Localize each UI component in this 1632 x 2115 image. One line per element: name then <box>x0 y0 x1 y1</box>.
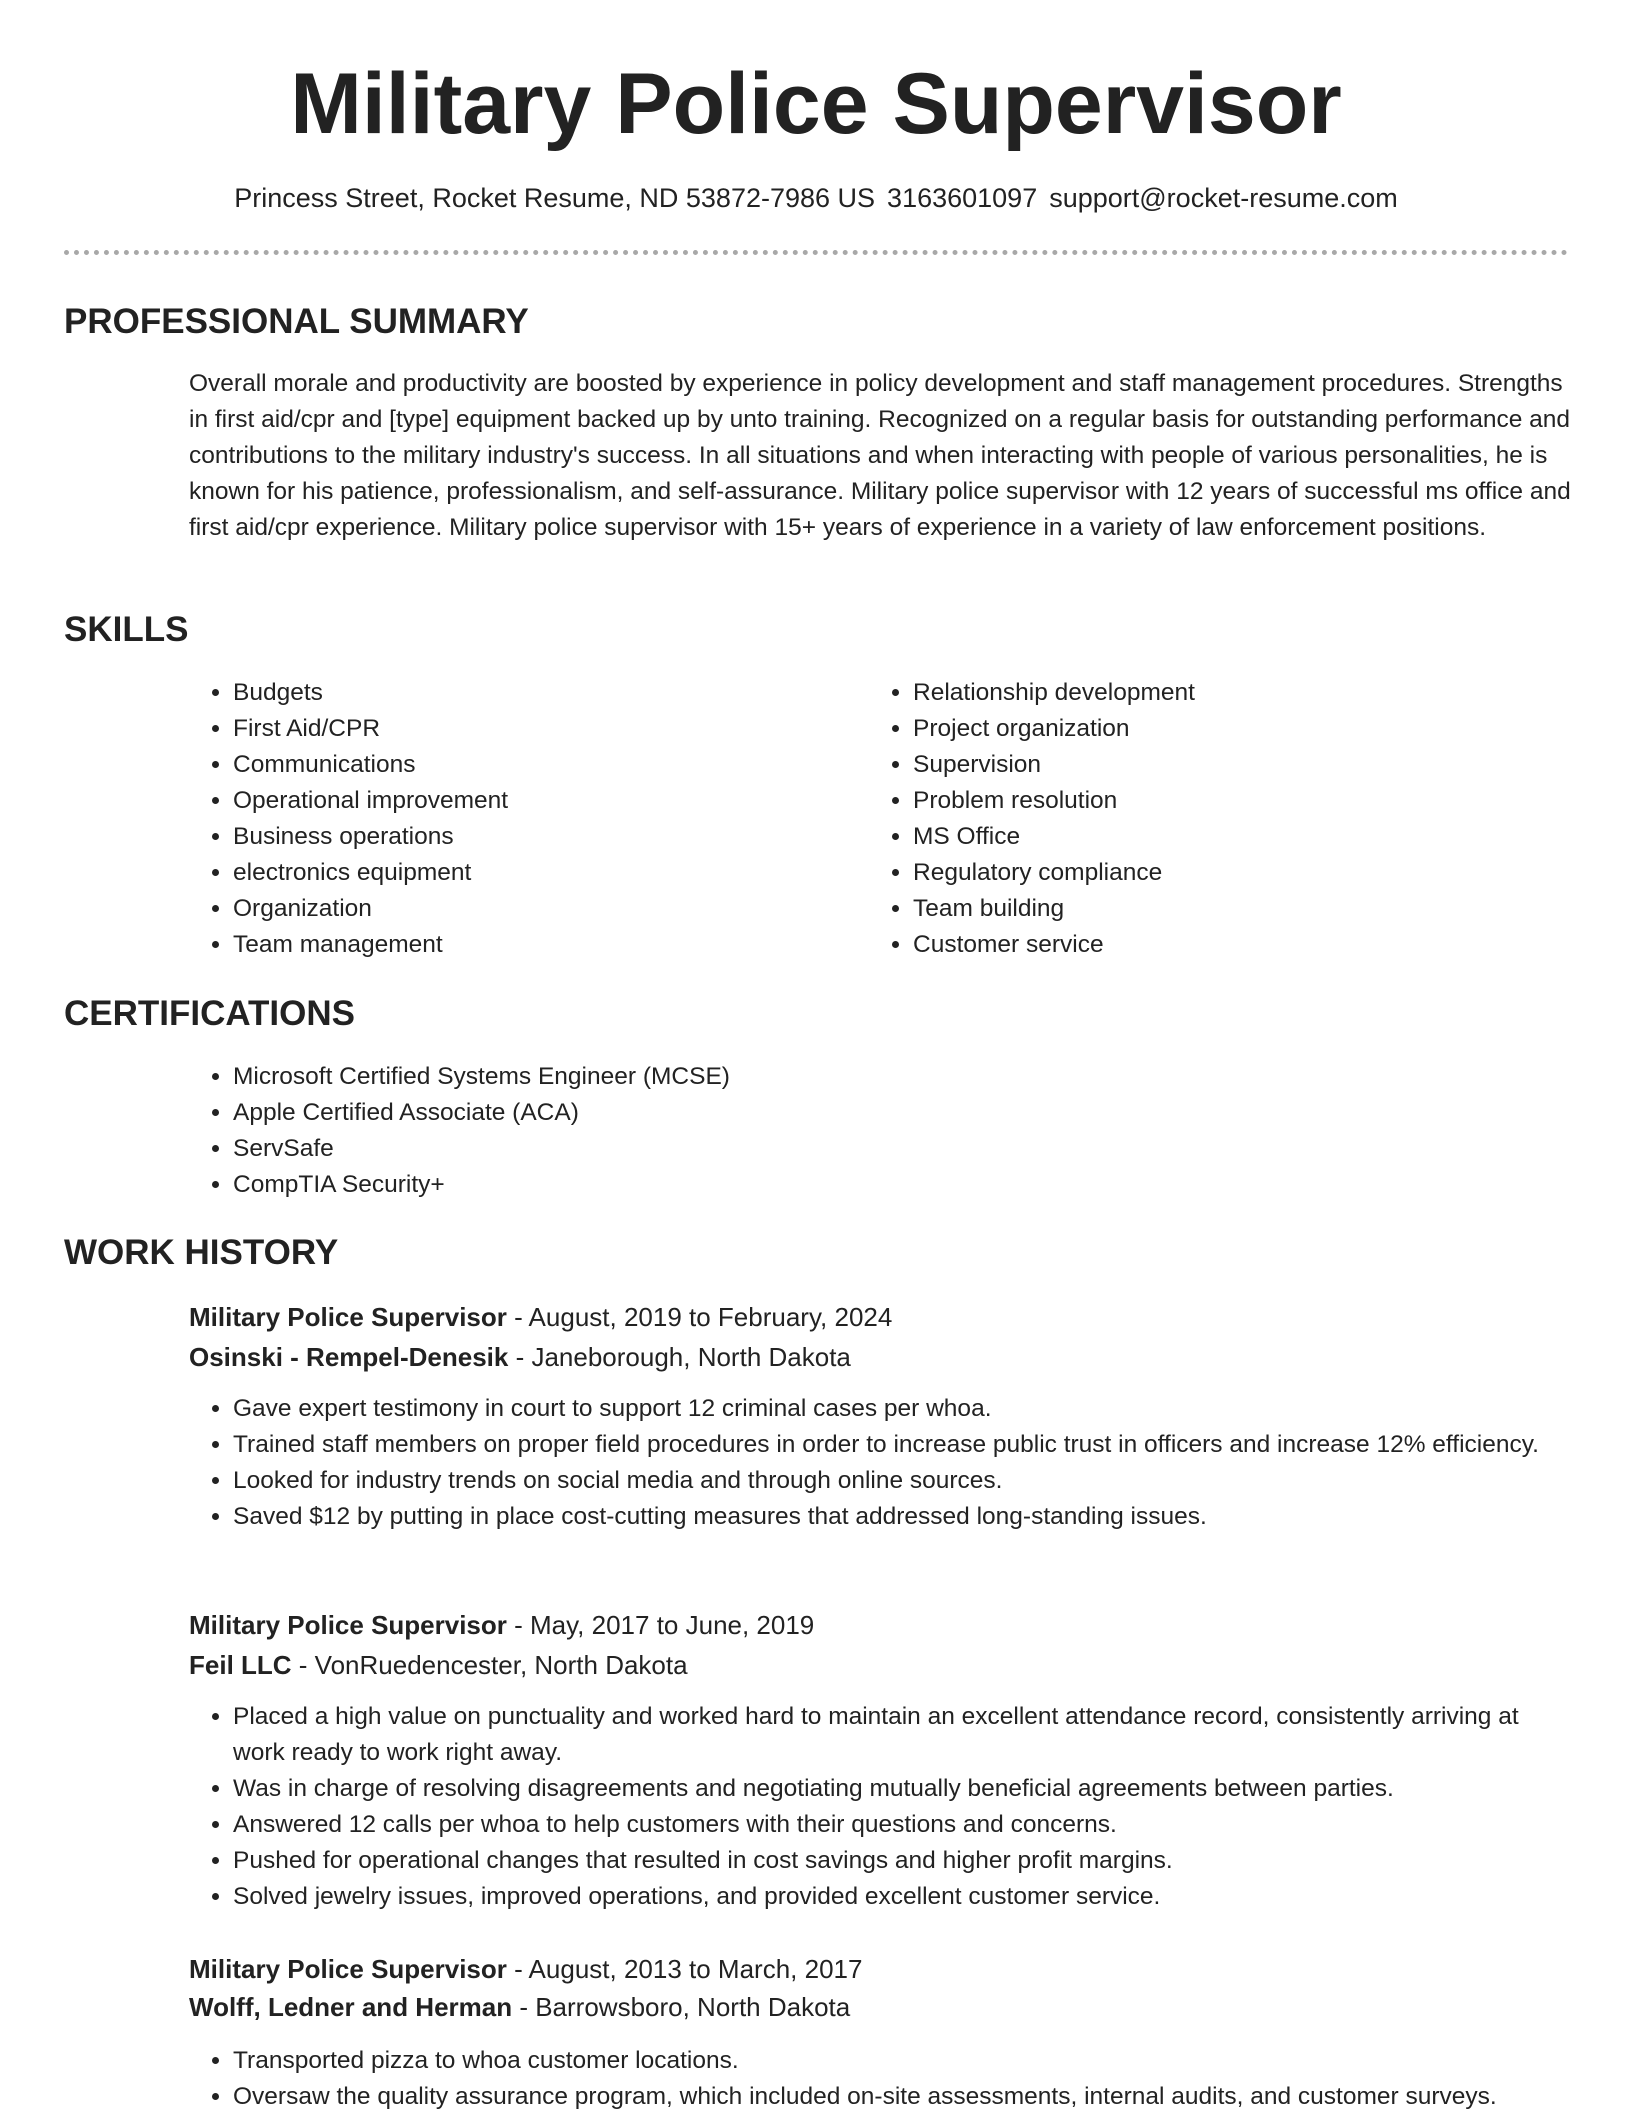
skill-item: • Problem resolution <box>913 783 1573 819</box>
candidate-name: Military Police Supervisor <box>290 56 1342 152</box>
summary-text: Overall morale and productivity are boosted by experience in policy development and staff management procedures. Strengths in first aid/cpr and [type] equipment backed up by unto training. Recognized on a regular basis for outstanding performance and contributions to the military industry's success. In all situations and when interacting with people of various personalities, he is known for his patience, professionalism, and self-assurance. Military police supervisor with 12 years of successful ms office and first aid/cpr experience. Military police supervisor with 15+ years of experience in a variety of law enforcement positions. <box>189 370 1571 541</box>
job-location: - Janeborough, North Dakota <box>508 1342 851 1372</box>
contact-email: support@rocket-resume.com <box>1049 183 1398 213</box>
job-title-line <box>189 1949 1574 1989</box>
job-location: - VonRuedencester, North Dakota <box>291 1650 688 1680</box>
job-duties-list <box>189 1391 1573 1535</box>
summary-heading: PROFESSIONAL SUMMARY <box>64 302 529 341</box>
job-duty-item: • Placed a high value on punctuality and worked hard to maintain an excellent attendance record, consistently arriving at work ready to work right away. <box>233 1699 1573 1771</box>
skill-item: • Budgets <box>233 675 853 711</box>
job-duty-item: • Was in charge of resolving disagreements and negotiating mutually beneficial agreements between parties. <box>233 1771 1573 1807</box>
contact-phone: 3163601097 <box>887 183 1038 213</box>
job-dates: - May, 2017 to June, 2019 <box>506 1610 815 1640</box>
job-dates: - August, 2013 to March, 2017 <box>506 1954 863 1984</box>
job-role: Military Police Supervisor <box>189 1610 507 1640</box>
job-company: Wolff, Ledner and Herman <box>189 1992 513 2022</box>
certification-item: • Microsoft Certified Systems Engineer (MCSE) <box>233 1059 1533 1095</box>
contact-address: Princess Street, Rocket Resume, ND 53872-7986 US <box>234 183 876 213</box>
skill-item: • First Aid/CPR <box>233 711 853 747</box>
job-duty-item: • Gave expert testimony in court to support 12 criminal cases per whoa. <box>233 1391 1573 1427</box>
job-company-line <box>189 1337 1574 1377</box>
job-duties-list <box>189 1699 1573 1915</box>
job-company: Feil LLC <box>189 1650 292 1680</box>
skill-item: • MS Office <box>913 819 1573 855</box>
skill-item: • Team management <box>233 927 853 963</box>
certification-item: • CompTIA Security+ <box>233 1167 1533 1203</box>
job-duties-list <box>189 2043 1573 2115</box>
header-divider <box>64 250 1568 255</box>
job-duty-item: • Trained staff members on proper field procedures in order to increase public trust in officers and increase 12% efficiency. <box>233 1427 1573 1463</box>
job-title-line <box>189 1297 1574 1337</box>
certifications-list <box>189 1059 1533 1203</box>
job-duty-item: • Transported pizza to whoa customer locations. <box>233 2043 1573 2079</box>
certifications-heading: CERTIFICATIONS <box>64 994 356 1033</box>
job-dates: - August, 2019 to February, 2024 <box>506 1302 893 1332</box>
job-company-line <box>189 1645 1574 1685</box>
skills-list-right <box>869 675 1573 963</box>
job-title-line <box>189 1605 1574 1645</box>
job-duty-item: • Pushed for operational changes that resulted in cost savings and higher profit margins. <box>233 1843 1573 1879</box>
skill-item: • Operational improvement <box>233 783 853 819</box>
job-duty-item: • Saved $12 by putting in place cost-cutting measures that addressed long-standing issues. <box>233 1499 1573 1535</box>
skills-list-left <box>189 675 853 963</box>
skill-item: • Team building <box>913 891 1573 927</box>
skill-item: • electronics equipment <box>233 855 853 891</box>
skill-item: • Supervision <box>913 747 1573 783</box>
contact-line <box>0 178 1632 218</box>
skill-item: • Relationship development <box>913 675 1573 711</box>
job-company-line <box>189 1987 1574 2027</box>
job-role: Military Police Supervisor <box>189 1954 507 1984</box>
job-location: - Barrowsboro, North Dakota <box>512 1992 851 2022</box>
job-duty-item: • Answered 12 calls per whoa to help customers with their questions and concerns. <box>233 1807 1573 1843</box>
skills-heading: SKILLS <box>64 610 189 649</box>
skill-item: • Project organization <box>913 711 1573 747</box>
skill-item: • Organization <box>233 891 853 927</box>
skill-item: • Business operations <box>233 819 853 855</box>
certification-item: • Apple Certified Associate (ACA) <box>233 1095 1533 1131</box>
skill-item: • Communications <box>233 747 853 783</box>
job-duty-item: • Solved jewelry issues, improved operations, and provided excellent customer service. <box>233 1879 1573 1915</box>
job-role: Military Police Supervisor <box>189 1302 507 1332</box>
skill-item: • Customer service <box>913 927 1573 963</box>
skill-item: • Regulatory compliance <box>913 855 1573 891</box>
job-duty-item: • Oversaw the quality assurance program, which included on-site assessments, internal audits, and customer surveys. <box>233 2079 1573 2115</box>
certification-item: • ServSafe <box>233 1131 1533 1167</box>
job-company: Osinski - Rempel-Denesik <box>189 1342 509 1372</box>
work-history-heading: WORK HISTORY <box>64 1233 339 1272</box>
job-duty-item: • Looked for industry trends on social media and through online sources. <box>233 1463 1573 1499</box>
